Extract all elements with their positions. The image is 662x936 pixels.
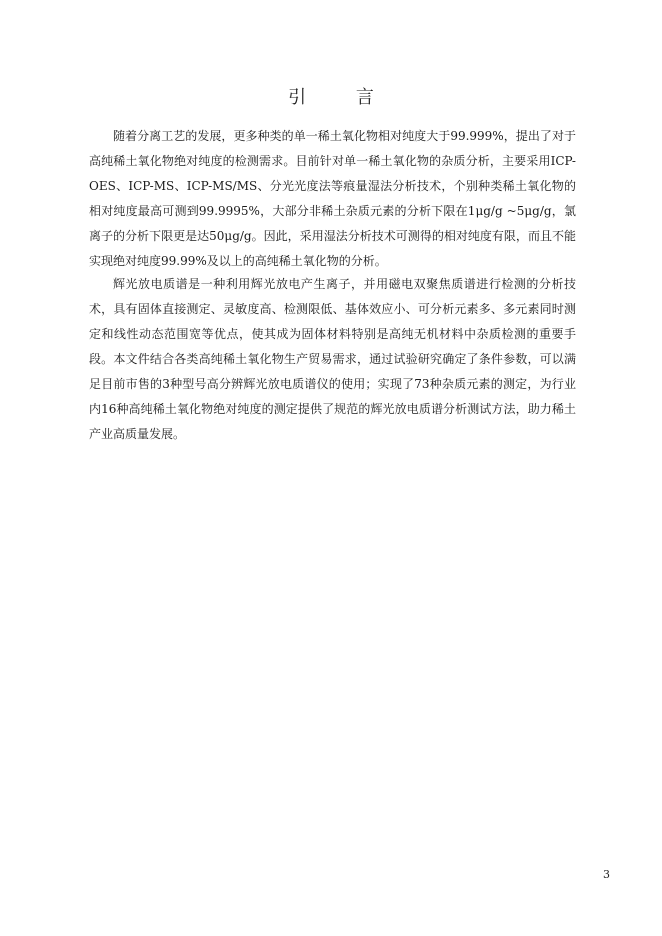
paragraph-glow-discharge-ms: 辉光放电质谱是一种利用辉光放电产生离子，并用磁电双聚焦质谱进行检测的分析技术，具有固体直接测定、灵敏度高、检测限低、基体效应小、可分析元素多、多元素同时测定和线性动态范围宽等优点，使其成为固体材料特别是高纯无机材料中杂质检测的重要手段。本文件结合各类高纯稀土氧化物生产贸易需求，通过试验研究确定了条件参数，可以满足目前市售的3种型号高分辨辉光放电质谱仪的使用；实现了73种杂质元素的测定，为行业内16种高纯稀土氧化物绝对纯度的测定提供了规范的辉光放电质谱分析测试方法，助力稀土产业高质量发展。 — [89, 277, 576, 441]
section-title: 引 言 — [288, 87, 396, 108]
paragraph-separation-purity: 随着分离工艺的发展，更多种类的单一稀土氧化物相对纯度大于99.999%，提出了对于高纯稀土氧化物绝对纯度的检测需求。目前针对单一稀土氧化物的杂质分析，主要采用ICP-OES、ICP-MS、ICP-MS/MS、分光光度法等痕量湿法分析技术，个别种类稀土氧化物的相对纯度最高可测到99.9995%，大部分非稀土杂质元素的分析下限在1μg/g ~5μg/g，氯离子的分析下限更是达50μg/g。因此，采用湿法分析技术可测得的相对纯度有限，而且不能实现绝对纯度99.99%及以上的高纯稀土氧化物的分析。 — [89, 129, 576, 268]
page-number: 3 — [603, 868, 610, 881]
